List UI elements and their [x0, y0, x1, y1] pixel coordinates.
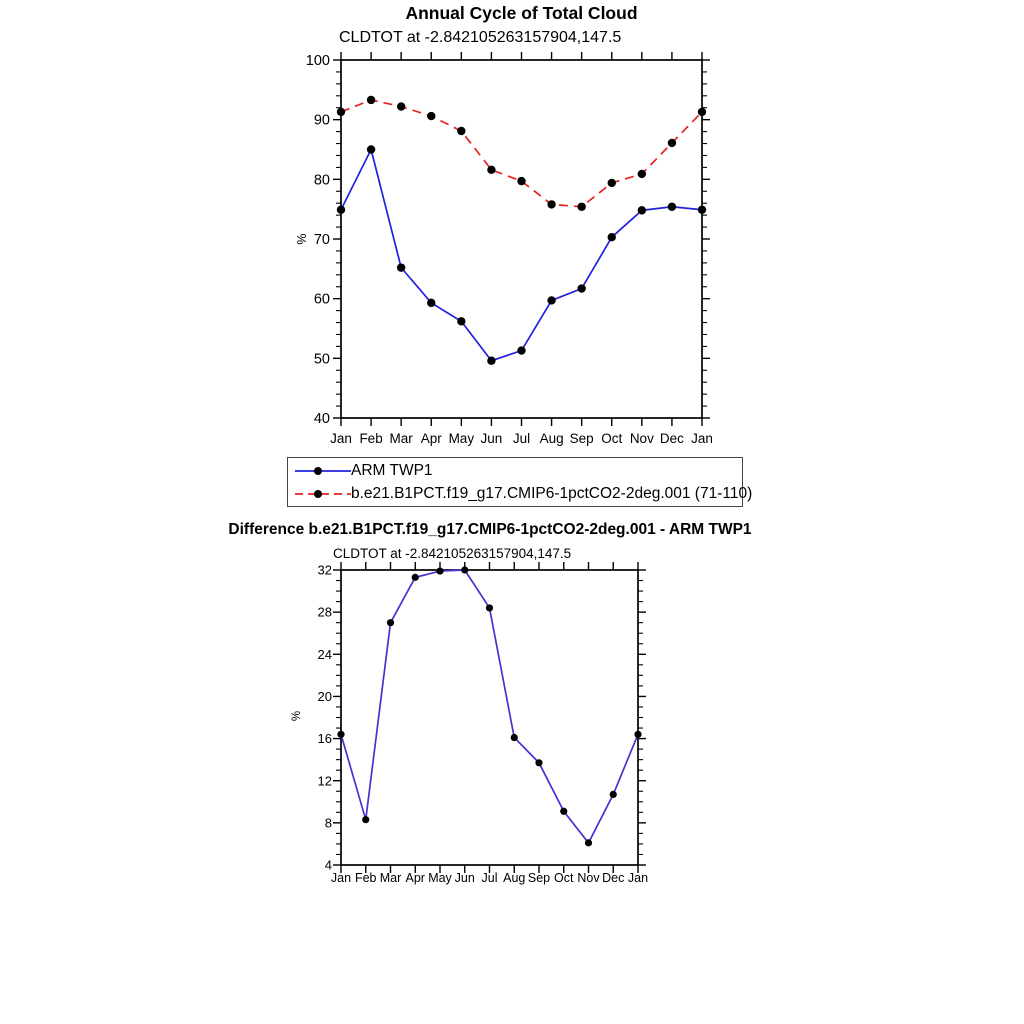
y-tick-label: 12 [317, 773, 332, 789]
x-tick-label: Jan [627, 871, 649, 885]
x-tick-label: Jun [480, 431, 503, 446]
x-tick-label: Apr [420, 431, 442, 446]
data-point-marker [585, 839, 592, 846]
legend-label-arm-twp1: ARM TWP1 [351, 461, 433, 479]
y-tick-label: 8 [324, 815, 332, 831]
x-tick-label: Mar [389, 431, 413, 446]
data-point-marker [412, 574, 419, 581]
x-tick-label: Jul [481, 871, 498, 885]
x-tick-label: Nov [629, 431, 654, 446]
x-tick-label: Jan [691, 431, 713, 446]
data-point-marker [535, 759, 542, 766]
x-tick-label: Feb [359, 431, 383, 446]
x-tick-label: Nov [577, 871, 600, 885]
y-tick-label: 40 [313, 411, 330, 428]
x-tick-label: Jan [330, 871, 352, 885]
data-point-marker [436, 567, 443, 574]
y-tick-label: 4 [324, 857, 332, 873]
y-tick-label: 100 [305, 53, 330, 70]
y-tick-label: 80 [313, 172, 330, 189]
x-tick-label: Jan [330, 431, 352, 446]
data-point-marker [560, 808, 567, 815]
x-tick-label: Oct [601, 431, 623, 446]
data-point-marker [362, 816, 369, 823]
data-point-marker [337, 731, 344, 738]
x-tick-label: Sep [569, 431, 594, 446]
x-tick-label: Dec [602, 871, 625, 885]
y-tick-label: 60 [313, 291, 330, 308]
y-tick-label: 28 [317, 604, 332, 620]
x-tick-label: Dec [659, 431, 684, 446]
y-axis-label: % [291, 710, 303, 722]
y-tick-label: 50 [313, 351, 330, 368]
y-tick-label: 90 [313, 112, 330, 129]
data-point-marker [387, 619, 394, 626]
data-point-marker [610, 791, 617, 798]
top-chart-subtitle: CLDTOT at -2.842105263157904,147.5 [339, 29, 622, 46]
y-axis-label: % [295, 233, 309, 245]
difference-chart-title: Difference b.e21.B1PCT.f19_g17.CMIP6-1pctCO2-2deg.001 - ARM TWP1 [228, 521, 752, 538]
y-tick-label: 20 [317, 688, 332, 704]
y-tick-label: 16 [317, 731, 332, 747]
y-tick-label: 24 [317, 646, 332, 662]
data-point-marker [461, 566, 468, 573]
x-tick-label: Jul [512, 431, 531, 446]
x-tick-label: May [428, 871, 452, 885]
x-tick-label: Sep [527, 871, 551, 885]
legend-label-model: b.e21.B1PCT.f19_g17.CMIP6-1pctCO2-2deg.001 (71-110) [351, 484, 753, 502]
data-point-marker [486, 604, 493, 611]
difference-chart-subtitle: CLDTOT at -2.842105263157904,147.5 [333, 546, 572, 561]
data-point-marker [511, 734, 518, 741]
x-tick-label: May [448, 431, 475, 446]
y-tick-label: 70 [313, 232, 330, 249]
x-tick-label: Aug [539, 431, 564, 446]
x-tick-label: Oct [554, 871, 574, 885]
x-tick-label: Mar [379, 871, 402, 885]
x-tick-label: Jun [454, 871, 475, 885]
y-tick-label: 32 [317, 562, 332, 578]
top-chart-title: Annual Cycle of Total Cloud [405, 3, 638, 23]
x-tick-label: Aug [503, 871, 526, 885]
plot-frame [341, 570, 638, 865]
data-point-marker [634, 731, 641, 738]
x-tick-label: Feb [354, 871, 377, 885]
x-tick-label: Apr [405, 871, 425, 885]
